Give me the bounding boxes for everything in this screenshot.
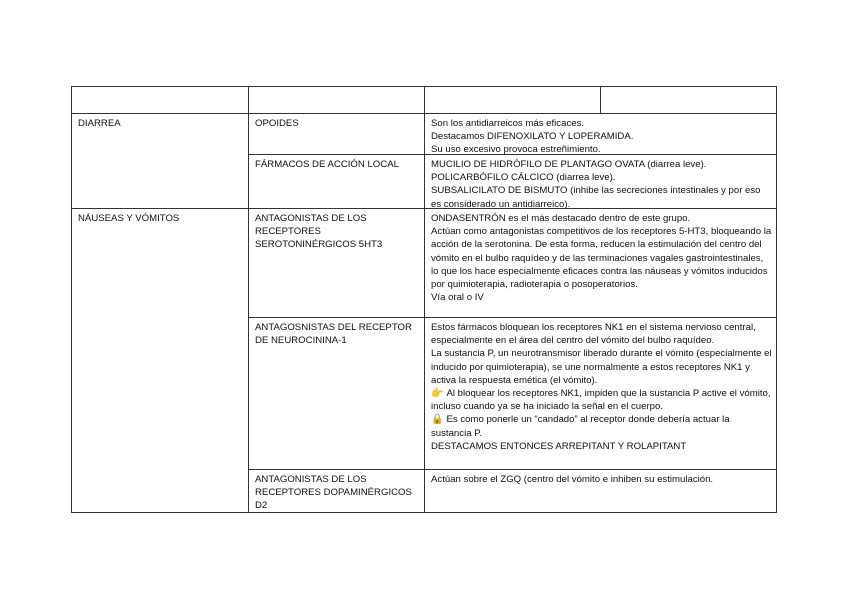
- description-line: Estos fármacos bloquean los receptores NK1 en el sistema nervioso central, especialmente en el área del centro del vómito del bulbo raquídeo.: [431, 322, 756, 347]
- column-divider: [776, 86, 777, 513]
- drug-group-cell: ANTAGONISTAS DE LOS RECEPTORES SEROTONINÉRGICOS 5HT3: [255, 213, 383, 251]
- description-line: La sustancia P, un neurotransmisor liberado durante el vómito (especialmente el inducido por quimioterapia), se une normalmente a estos receptores NK1 y activa la respuesta emética (el vómito).: [431, 348, 772, 386]
- description-line: Destacamos DIFENOXILATO Y LOPERAMIDA.: [431, 131, 634, 143]
- header-cell: [425, 87, 600, 113]
- description-line-with-icon: [431, 413, 772, 439]
- description-line: Actúan como antagonistas competitivos de los receptores 5-HT3, bloqueando la acción de la serotonina. De esta forma, reducen la estimulación del centro del vómito en el bulbo raquídeo y de las terminaciones vagales gastrointestinales, lo que los hace especialmente eficaces contra las náuseas y vómitos inducidos por quimioterapia, radioterapia o posoperatorios.: [431, 226, 772, 291]
- description-cell: [425, 318, 776, 453]
- description-line: Vía oral o IV: [431, 292, 484, 304]
- header-cell: [72, 87, 248, 113]
- description-line: POLICARBÓFILO CÁLCICO (diarrea leve).: [431, 172, 616, 184]
- padlock-icon: 🔒: [431, 414, 444, 426]
- header-cell: [249, 87, 424, 113]
- condition-cell: NÁUSEAS Y VÓMITOS: [78, 213, 180, 224]
- condition-cell: DIARREA: [78, 118, 121, 129]
- description-line: Su uso excesivo provoca estreñimiento.: [431, 144, 601, 156]
- drug-group-cell: ANTAGONISTAS DE LOS RECEPTORES DOPAMINÉRGICOS D2: [255, 474, 412, 512]
- description-line: Actúan sobre el ZGQ (centro del vómito e inhiben su estimulación.: [431, 474, 714, 485]
- description-cell: [425, 114, 776, 157]
- description-cell: [425, 155, 776, 211]
- drug-group-cell: ANTAGOSNISTAS DEL RECEPTOR DE NEUROCININA-1: [255, 322, 412, 347]
- description-line: Son los antidiarreicos más eficaces.: [431, 118, 585, 129]
- description-line: SUBSALICILATO DE BISMUTO (inhibe las secreciones intestinales y por eso es considerado un antidiarreico).: [431, 185, 761, 210]
- description-line-with-icon: [431, 387, 772, 413]
- description-line: ONDASENTRÓN es el más destacado dentro de este grupo.: [431, 213, 691, 224]
- pointing-hand-icon: 👉: [431, 388, 444, 400]
- description-cell: [425, 470, 776, 486]
- description-line: Al bloquear los receptores NK1, impiden que la sustancia P active el vómito, incluso cuando ya se ha iniciado la señal en el cuerpo.: [431, 388, 771, 413]
- description-line: DESTACAMOS ENTONCES ARREPITANT Y ROLAPITANT: [431, 440, 687, 452]
- description-line: Es como ponerle un “candado” al receptor donde debería actuar la sustancia P.: [431, 414, 730, 439]
- column-divider: [71, 86, 72, 513]
- header-cell: [601, 87, 776, 113]
- drug-group-cell: OPOIDES: [255, 118, 299, 129]
- column-divider: [248, 86, 249, 513]
- description-line: MUCILIO DE HIDRÓFILO DE PLANTAGO OVATA (diarrea leve).: [431, 159, 707, 170]
- description-cell: [425, 209, 776, 304]
- drug-group-cell: FÁRMACOS DE ACCIÓN LOCAL: [255, 159, 399, 170]
